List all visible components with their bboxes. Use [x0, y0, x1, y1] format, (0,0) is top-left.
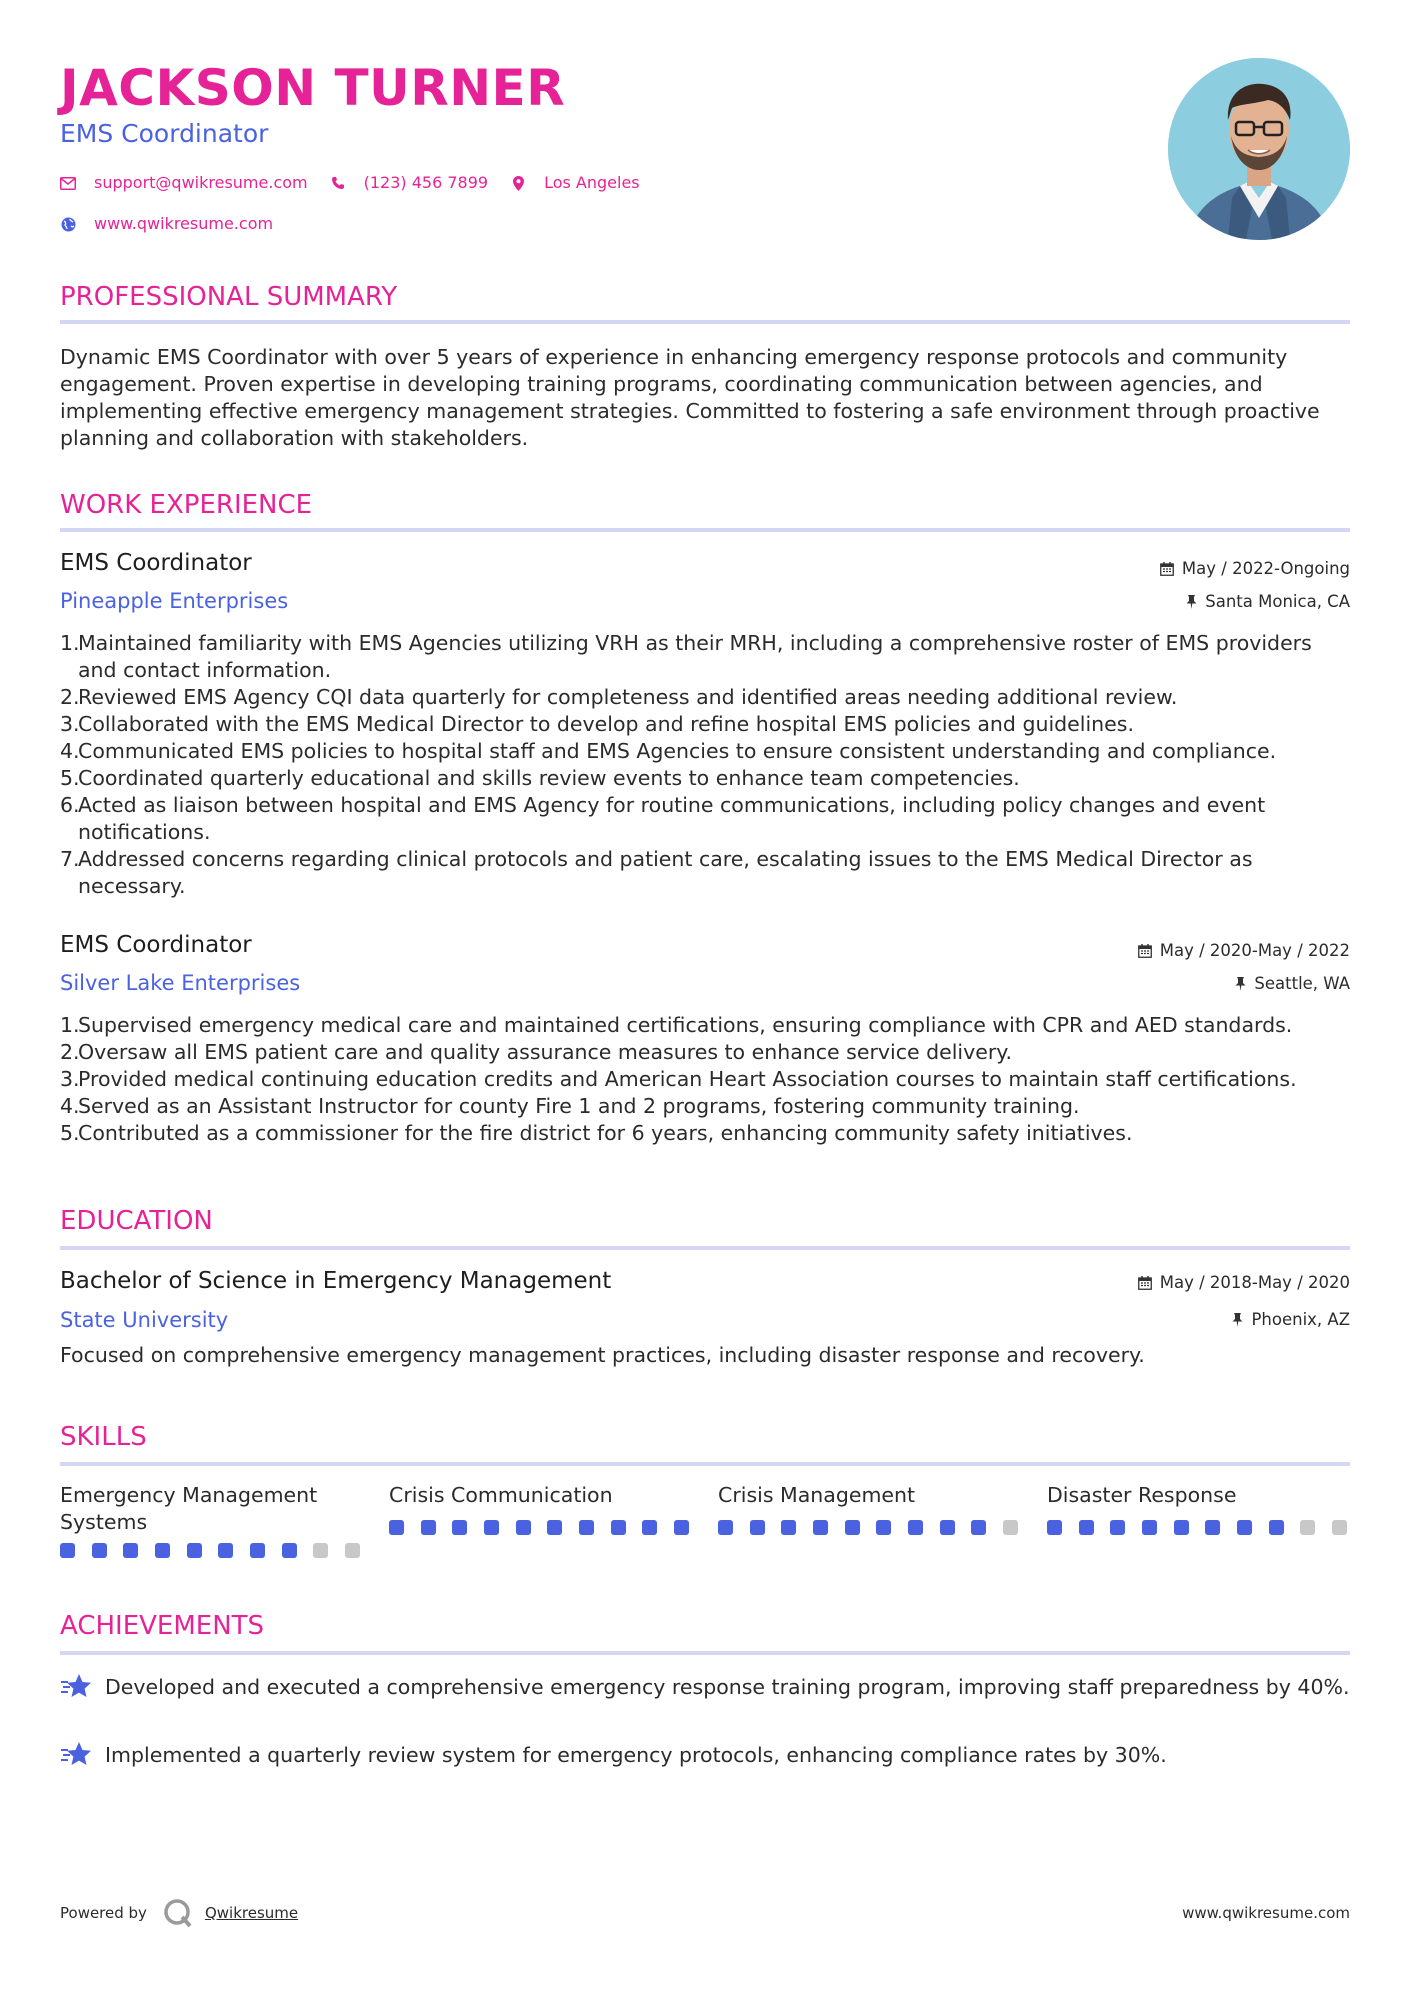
rating-dot-filled [908, 1520, 923, 1535]
list-item: 5. Coordinated quarterly educational and skills review events to enhance team competencies. [60, 766, 1020, 790]
rating-dot-filled [421, 1520, 436, 1535]
list-item: 2. Oversaw all EMS patient care and quality assurance measures to enhance service delivery. [60, 1040, 1013, 1064]
achievements-heading: ACHIEVEMENTS [60, 1611, 265, 1641]
rating-dot-filled [940, 1520, 955, 1535]
section-divider [60, 1651, 1350, 1655]
skill-rating [60, 1543, 360, 1558]
rating-dot-filled [282, 1543, 297, 1558]
website-row [60, 213, 295, 235]
job-location [1186, 591, 1350, 613]
skill-rating [389, 1520, 689, 1535]
star-badge-icon [60, 1672, 94, 1702]
rating-dot-filled [484, 1520, 499, 1535]
rating-dot-filled [452, 1520, 467, 1535]
rating-dot-empty [313, 1543, 328, 1558]
calendar-icon [1138, 1276, 1152, 1290]
skills-grid [60, 1482, 1350, 1558]
contact-location [510, 172, 640, 194]
rating-dot-filled [1237, 1520, 1252, 1535]
section-divider [60, 320, 1350, 324]
rating-dot-empty [1300, 1520, 1315, 1535]
list-item: 3. Collaborated with the EMS Medical Director to develop and refine hospital EMS policies and guidelines. [60, 712, 1134, 736]
job-title: EMS Coordinator [60, 932, 252, 958]
rating-dot-filled [1269, 1520, 1284, 1535]
list-item: 6. Acted as liaison between hospital and EMS Agency for routine communications, including policy changes and event notifications. [60, 793, 1266, 844]
rating-dot-empty [345, 1543, 360, 1558]
rating-dot-filled [123, 1543, 138, 1558]
skill-item [389, 1482, 689, 1558]
skill-rating [718, 1520, 1018, 1535]
rating-dot-filled [1047, 1520, 1062, 1535]
list-item: 1. Maintained familiarity with EMS Agencies utilizing VRH as their MRH, including a comprehensive roster of EMS providers and contact information. [60, 631, 1312, 682]
skill-item [1047, 1482, 1347, 1558]
job-company: Silver Lake Enterprises [60, 971, 301, 995]
list-item: 3. Provided medical continuing education credits and American Heart Association courses to maintain staff certifications. [60, 1067, 1297, 1091]
job-company: Pineapple Enterprises [60, 589, 289, 613]
job-location-text: Seattle, WA [1254, 974, 1350, 993]
rating-dot-filled [516, 1520, 531, 1535]
rating-dot-filled [971, 1520, 986, 1535]
calendar-icon [1160, 562, 1174, 576]
rating-dot-filled [1205, 1520, 1220, 1535]
list-item: 7. Addressed concerns regarding clinical protocols and patient care, escalating issues to the EMS Medical Director as necessary. [60, 847, 1253, 898]
email-text: support@qwikresume.com [94, 173, 308, 192]
job-location [1235, 973, 1350, 995]
summary-heading: PROFESSIONAL SUMMARY [60, 282, 398, 312]
rating-dot-filled [250, 1543, 265, 1558]
job-dates [1138, 940, 1350, 962]
achievement-item [60, 1674, 1350, 1702]
list-item: 1. Supervised emergency medical care and maintained certifications, ensuring compliance with CPR and AED standards. [60, 1013, 1293, 1037]
website-text: www.qwikresume.com [94, 214, 274, 233]
qwikresume-link[interactable]: Qwikresume [204, 1904, 299, 1922]
rating-dot-empty [1003, 1520, 1018, 1535]
school-name: State University [60, 1308, 229, 1332]
skill-name: Crisis Management [718, 1483, 916, 1507]
experience-heading: WORK EXPERIENCE [60, 490, 313, 520]
rating-dot-filled [718, 1520, 733, 1535]
location-text: Los Angeles [544, 173, 640, 192]
skill-name: Disaster Response [1047, 1483, 1237, 1507]
rating-dot-filled [218, 1543, 233, 1558]
education-description: Focused on comprehensive emergency management practices, including disaster response and recovery. [60, 1343, 1145, 1367]
rating-dot-filled [579, 1520, 594, 1535]
achievement-item [60, 1742, 1350, 1770]
rating-dot-filled [1110, 1520, 1125, 1535]
job-bullets [60, 630, 1350, 900]
rating-dot-filled [876, 1520, 891, 1535]
section-divider [60, 528, 1350, 532]
skill-rating [1047, 1520, 1347, 1535]
footer-powered-by [60, 1898, 298, 1928]
rating-dot-filled [60, 1543, 75, 1558]
list-item: 5. Contributed as a commissioner for the fire district for 6 years, enhancing community safety initiatives. [60, 1121, 1133, 1145]
job-dates-text: May / 2020-May / 2022 [1159, 941, 1350, 960]
job-dates-text: May / 2022-Ongoing [1181, 559, 1350, 578]
education-location-text: Phoenix, AZ [1251, 1310, 1350, 1329]
education-dates [1138, 1272, 1350, 1294]
job-bullets [60, 1012, 1350, 1147]
list-item: 4. Served as an Assistant Instructor for county Fire 1 and 2 programs, fostering community training. [60, 1094, 1080, 1118]
rating-dot-filled [845, 1520, 860, 1535]
list-item: 2. Reviewed EMS Agency CQI data quarterly for completeness and identified areas needing additional review. [60, 685, 1178, 709]
rating-dot-filled [187, 1543, 202, 1558]
skills-heading: SKILLS [60, 1422, 147, 1452]
skill-item [718, 1482, 1018, 1558]
globe-icon [60, 216, 76, 232]
phone-icon [330, 175, 346, 191]
powered-by-label: Powered by [60, 1904, 147, 1922]
contact-phone[interactable] [330, 172, 488, 194]
section-divider [60, 1246, 1350, 1250]
skill-name: Emergency Management Systems [60, 1483, 318, 1534]
qwikresume-logo-icon [163, 1898, 193, 1928]
profile-photo [1168, 58, 1350, 240]
calendar-icon [1138, 944, 1152, 958]
contact-email[interactable] [60, 172, 308, 194]
pin-icon [1232, 1313, 1243, 1327]
pin-icon [1235, 977, 1246, 991]
pin-icon [1186, 595, 1197, 609]
candidate-name: JACKSON TURNER [60, 59, 566, 117]
degree-title: Bachelor of Science in Emergency Management [60, 1268, 612, 1294]
phone-text: (123) 456 7899 [363, 173, 489, 192]
rating-dot-filled [813, 1520, 828, 1535]
job-location-text: Santa Monica, CA [1205, 592, 1350, 611]
skill-name: Crisis Communication [389, 1483, 613, 1507]
star-badge-icon [60, 1740, 94, 1770]
rating-dot-filled [781, 1520, 796, 1535]
rating-dot-empty [1332, 1520, 1347, 1535]
education-dates-text: May / 2018-May / 2020 [1159, 1273, 1350, 1292]
education-heading: EDUCATION [60, 1206, 213, 1236]
education-location [1232, 1309, 1350, 1331]
rating-dot-filled [642, 1520, 657, 1535]
map-pin-icon [510, 175, 526, 191]
skill-item [60, 1482, 360, 1558]
rating-dot-filled [92, 1543, 107, 1558]
rating-dot-filled [155, 1543, 170, 1558]
rating-dot-filled [547, 1520, 562, 1535]
envelope-icon [60, 175, 76, 191]
job-dates [1160, 558, 1350, 580]
achievement-text: Developed and executed a comprehensive emergency response training program, improving staff preparedness by 40%. [105, 1675, 1350, 1699]
rating-dot-filled [750, 1520, 765, 1535]
achievement-text: Implemented a quarterly review system for emergency protocols, enhancing compliance rates by 30%. [105, 1743, 1167, 1767]
contact-row [60, 172, 662, 194]
rating-dot-filled [1174, 1520, 1189, 1535]
list-item: 4. Communicated EMS policies to hospital staff and EMS Agencies to ensure consistent understanding and compliance. [60, 739, 1277, 763]
rating-dot-filled [1142, 1520, 1157, 1535]
rating-dot-filled [674, 1520, 689, 1535]
rating-dot-filled [611, 1520, 626, 1535]
job-title: EMS Coordinator [60, 550, 252, 576]
candidate-title: EMS Coordinator [60, 119, 269, 148]
summary-text: Dynamic EMS Coordinator with over 5 years of experience in enhancing emergency response protocols and community engagement. Proven expertise in developing training programs, coordinating communication between agencies, and implementing effective emergency management strategies. Committed to fostering a safe environment through proactive planning and collaboration with stakeholders. [60, 345, 1320, 450]
rating-dot-filled [389, 1520, 404, 1535]
footer-website[interactable]: www.qwikresume.com [1182, 1904, 1350, 1922]
rating-dot-filled [1079, 1520, 1094, 1535]
contact-website[interactable] [60, 213, 273, 235]
section-divider [60, 1462, 1350, 1466]
